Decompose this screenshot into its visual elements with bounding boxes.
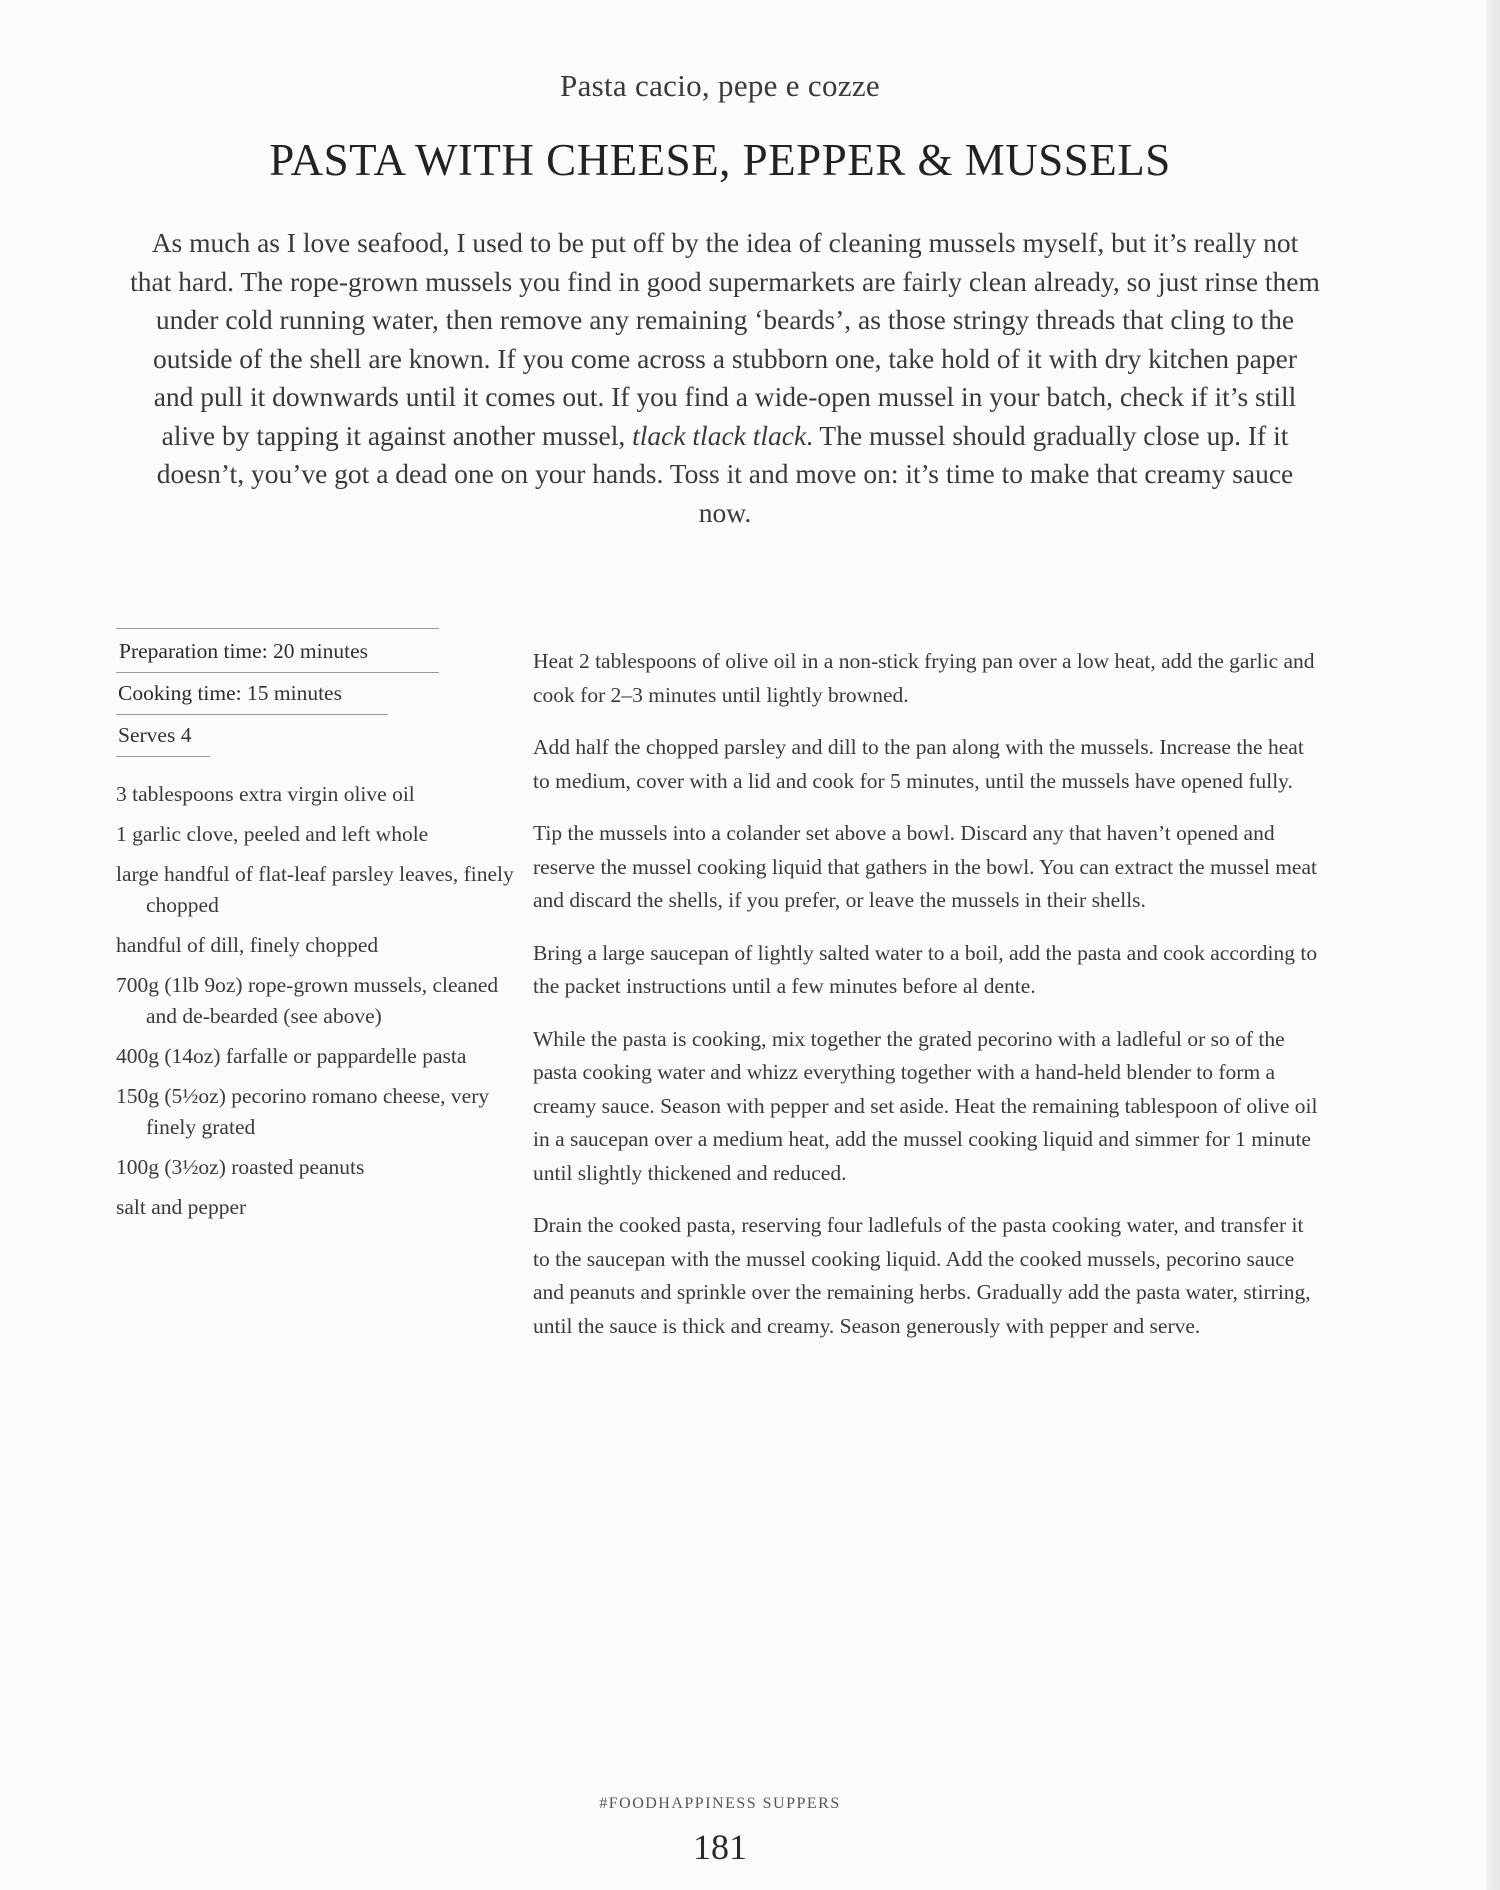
preparation-time-value: 20 minutes — [273, 639, 369, 663]
ingredient-item: 400g (14oz) farfalle or pappardelle pasta — [116, 1044, 467, 1068]
page-title: PASTA WITH CHEESE, PEPPER & MUSSELS — [269, 135, 1171, 185]
page-number: 181 — [693, 1827, 747, 1867]
ingredient-item: 3 tablespoons extra virgin olive oil — [116, 782, 415, 806]
ingredient-item: salt and pepper — [116, 1195, 247, 1219]
preparation-time-label: Preparation time: — [119, 639, 268, 663]
method-step: Drain the cooked pasta, reserving four ladlefuls of the pasta cooking water, and transfer it to the saucepan with the mussel cooking liquid. Add the cooked mussels, pecorino sauce and peanuts and sprinkle over the remaining herbs. Gradually add the pasta water, stirring, until the sauce is thick and creamy. Season generously with pepper and serve. — [533, 1213, 1311, 1338]
page-edge — [1486, 0, 1500, 1890]
cooking-time — [116, 673, 388, 715]
method-section — [533, 645, 1323, 1362]
cooking-time-label: Cooking time: — [118, 681, 242, 705]
intro-text-start: As much as I love seafood, I used to be put off by the idea of cleaning mussels myself, but it’s really not that hard. The rope-grown mussels you find in good supermarkets are fairly clean already, so just rinse them under cold running water, then remove any remaining ‘beards’, as those stringy threads that cling to the outside of the shell are known. If you come across a stubborn one, take hold of it with dry kitchen paper and pull it downwards until it comes out. If you find a wide-open mussel in your batch, check if it’s still alive by tapping it against another mussel, — [130, 227, 1320, 451]
method-step: Tip the mussels into a colander set above a bowl. Discard any that haven’t opened and reserve the mussel cooking liquid that gathers in the bowl. You can extract the mussel meat and discard the shells, if you prefer, or leave the mussels in their shells. — [533, 821, 1317, 912]
preparation-time — [116, 628, 439, 673]
recipe-sidebar — [116, 628, 516, 1232]
intro-italic-phrase: tlack tlack tlack — [632, 419, 807, 451]
method-step: Add half the chopped parsley and dill to the pan along with the mussels. Increase the heat to medium, cover with a lid and cook for 5 minutes, until the mussels have opened fully. — [533, 735, 1304, 793]
ingredient-item: 100g (3½oz) roasted peanuts — [116, 1155, 365, 1179]
serves: Serves 4 — [116, 715, 210, 757]
ingredient-item: handful of dill, finely chopped — [116, 933, 379, 957]
ingredient-item: 1 garlic clove, peeled and left whole — [116, 822, 429, 846]
method-step: While the pasta is cooking, mix together the grated pecorino with a ladleful or so of the pasta cooking water and whizz everything together with a hand-held blender to form a creamy sauce. Season with pepper and set aside. Heat the remaining tablespoon of olive oil in a saucepan over a medium heat, add the mussel cooking liquid and simmer for 1 minute until slightly thickened and reduced. — [533, 1026, 1318, 1185]
intro-paragraph — [130, 224, 1320, 532]
italian-title: Pasta cacio, pepe e cozze — [560, 68, 880, 103]
ingredient-item: large handful of flat-leaf parsley leaves, finely chopped — [116, 862, 514, 917]
ingredient-item: 700g (1lb 9oz) rope-grown mussels, cleaned and de-bearded (see above) — [116, 973, 499, 1028]
intro-text-end: . The mussel should gradually close up. If it doesn’t, you’ve got a dead one on your hands. Toss it and move on: it’s time to make that creamy sauce now. — [156, 419, 1294, 528]
cooking-time-value: 15 minutes — [247, 681, 342, 705]
footer-tag: #FOODHAPPINESS SUPPERS — [599, 1795, 841, 1812]
ingredients-list — [116, 779, 516, 1223]
method-step: Heat 2 tablespoons of olive oil in a non-stick frying pan over a low heat, add the garlic and cook for 2–3 minutes until lightly browned. — [533, 649, 1315, 707]
ingredient-item: 150g (5½oz) pecorino romano cheese, very finely grated — [116, 1084, 490, 1139]
method-step: Bring a large saucepan of lightly salted water to a boil, add the pasta and cook according to the packet instructions until a few minutes before al dente. — [533, 940, 1318, 998]
